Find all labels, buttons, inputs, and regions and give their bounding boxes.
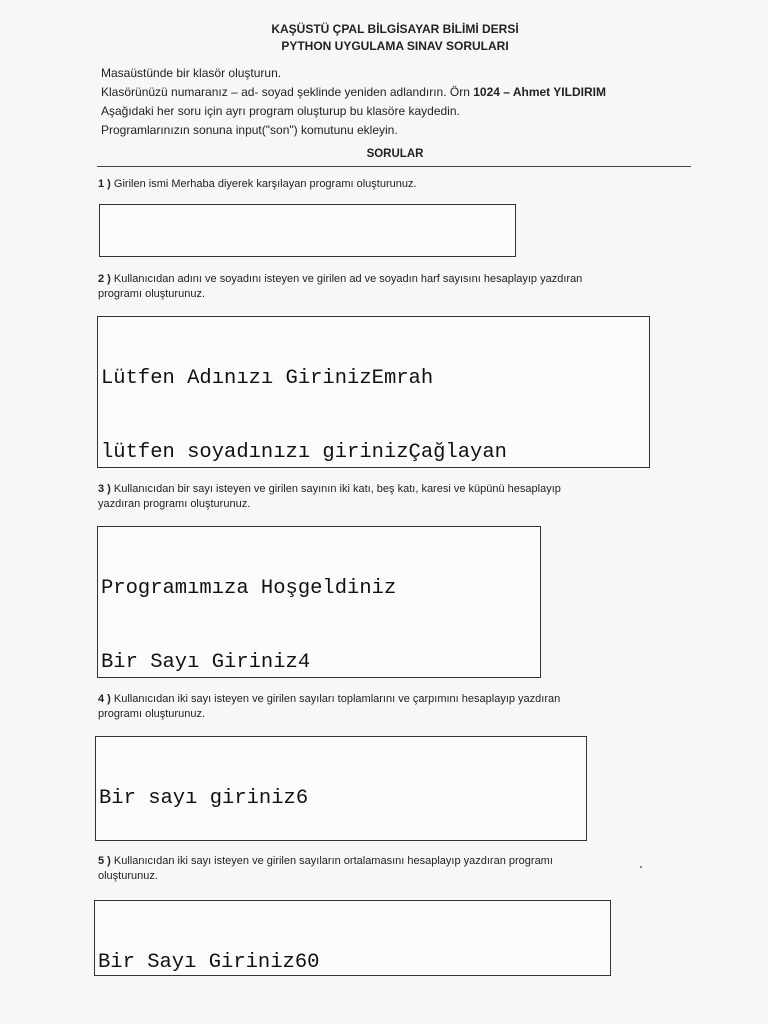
instruction-1: Masaüstünde bir klasör oluşturun.	[101, 66, 282, 80]
output-line: Programımıza Hoşgeldiniz	[101, 577, 397, 600]
question-number: 5 )	[98, 855, 111, 867]
section-divider	[97, 166, 691, 167]
question-text	[98, 482, 673, 497]
instruction-2-text: Klasörünüzü numaranız – ad- soyad şeklinde yeniden adlandırın. Örn	[101, 85, 474, 99]
instruction-2-example: 1024 – Ahmet YILDIRIM	[473, 85, 606, 99]
question-text-continued: programı oluşturunuz.	[98, 288, 205, 300]
question-text-continued: oluşturunuz.	[98, 870, 158, 882]
sample-output-3	[97, 526, 541, 678]
question-5	[98, 854, 673, 884]
question-number: 4 )	[98, 693, 111, 705]
output-line: Bir sayı giriniz6	[99, 787, 309, 810]
course-title: KAŞÜSTÜ ÇPAL BİLGİSAYAR BİLİMİ DERSİ	[271, 22, 519, 36]
question-number: 1 )	[98, 178, 111, 190]
stray-mark	[640, 866, 642, 868]
question-text	[98, 692, 673, 707]
question-line: Kullanıcıdan iki sayı isteyen ve girilen sayıların ortalamasını hesaplayıp yazdıran programı	[113, 855, 553, 867]
question-2	[98, 272, 673, 302]
section-title: SORULAR	[366, 148, 424, 160]
question-4	[98, 692, 673, 722]
output-line	[103, 255, 515, 257]
question-1	[98, 177, 673, 192]
sample-output-2	[97, 316, 650, 468]
question-text-continued: yazdıran programı oluşturunuz.	[98, 498, 251, 510]
instruction-3: Aşağıdaki her soru için ayrı program oluşturup bu klasöre kaydedin.	[101, 104, 460, 118]
question-3	[98, 482, 673, 512]
sample-output-4	[95, 736, 587, 841]
instructions	[101, 64, 661, 140]
question-number: 3 )	[98, 483, 111, 495]
question-text	[98, 177, 673, 192]
output-line: Bir Sayı Giriniz60	[98, 951, 320, 974]
instruction-4: Programlarınızın sonuna input("son") komutunu ekleyin.	[101, 123, 398, 137]
question-line: Girilen ismi Merhaba diyerek karşılayan programı oluşturunuz.	[113, 178, 417, 190]
output-line: Bir Sayı Giriniz4	[101, 650, 311, 674]
output-line: Lütfen Adınızı GirinizEmrah	[101, 367, 434, 390]
question-text	[98, 272, 673, 287]
question-line: Kullanıcıdan bir sayı isteyen ve girilen sayının iki katı, beş katı, karesi ve küpünü hesaplayıp	[113, 483, 561, 495]
question-number: 2 )	[98, 273, 111, 285]
question-line: Kullanıcıdan adını ve soyadını isteyen ve girilen ad ve soyadın harf sayısını hesaplayıp yazdıran	[113, 273, 583, 285]
sample-output-5	[94, 900, 611, 976]
exam-title: PYTHON UYGULAMA SINAV SORULARI	[281, 39, 509, 53]
instruction-2	[101, 83, 661, 102]
question-text	[98, 854, 673, 869]
question-line: Kullanıcıdan iki sayı isteyen ve girilen sayıları toplamlarını ve çarpımını hesaplayıp yazdıran	[113, 693, 561, 705]
output-line: lütfen soyadınızı girinizÇağlayan	[101, 440, 507, 464]
question-text-continued: programı oluşturunuz.	[98, 708, 205, 720]
sample-output-1	[99, 204, 516, 257]
